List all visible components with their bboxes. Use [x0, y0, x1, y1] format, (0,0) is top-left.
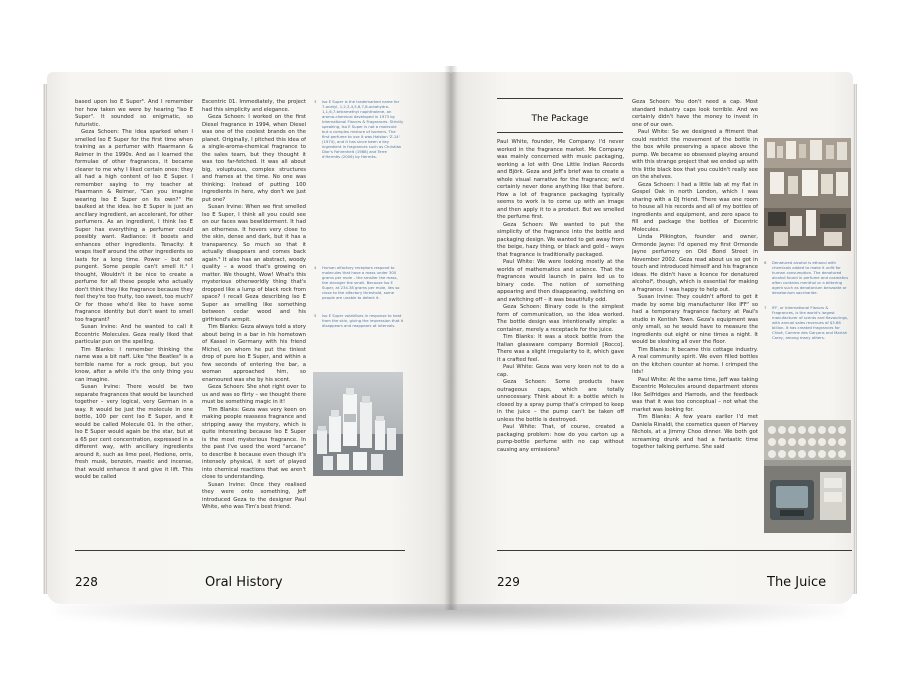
- paragraph: Geza Schoen: I had a little lab at my flat in Gospel Oak in north London, which I was sharing with a DJ friend. There was one room to house all his records and all of my bottles of ingredients and equipment, and zero space to fill and package the bottles of Escentric Molecules.: [632, 181, 758, 233]
- footnote-text: Iso E Super volatilises in response to heat from the skin, giving the impression that it disappears and reappears at intervals.: [322, 313, 404, 328]
- right-footer-rule: [497, 550, 852, 551]
- heading-bottom-rule: [497, 132, 623, 133]
- footnote-number: 7: [764, 305, 767, 310]
- paragraph: Geza Schoen: Some products have outrageous caps, which are totally unnecessary. Think about it: a bottle which is closed by a spray pump that's crimped to keep in the juice – the pump can't be taken off unless the bottle is destroyed.: [497, 379, 624, 423]
- left-column-2: [202, 99, 306, 553]
- left-sidenote-4: [314, 265, 404, 306]
- bottling-equipment-photo: [764, 420, 851, 533]
- paragraph: Paul White: So we designed a fitment that could restrict the movement of the bottle in the box while preserving a space above the pump. We became so obsessed playing around with this strange project that we ended up with this little black box that you couldn't really see on the shelves.: [632, 129, 758, 180]
- paragraph: Susan Irvine: And he wanted to call it Eccentric Molecules. Geza really liked that particular pun on the spelling.: [75, 324, 193, 345]
- right-sidenote-6: [764, 260, 850, 301]
- paragraph: Geza Schoen: You don't need a cap. Most standard industry caps look terrible. And we certainly didn't have the money to invest in one of our own.: [632, 99, 758, 128]
- footnote-text: IFF, or International Flavors & Fragrances, is the world's largest manufacturer of scents and flavourings, with annual sales revenues of $3.66 billion. It has created fragrances for Chloé, Comme des Garçons and Mariah Carey, among many others.: [772, 305, 849, 340]
- paragraph: Tim Blanks: Geza always told a story about being in a bar in his hometown of Kassel in Germany with his friend Michel, on whom he put the tiniest drop of pure Iso E Super, and within a few seconds of entering the bar, a woman approached him, so enamoured was she by his scent.: [202, 324, 306, 383]
- paragraph: Geza Schoen: She shot right over to us and was so flirty – we thought there must be something magic in it!: [202, 384, 306, 405]
- paragraph: Susan Irvine: There would be two separate fragrances that would be launched together – very logical, very German in a way. It would be just the molecule in one bottle, 100 per cent Iso E Super, and it would be called Molecule 01. In the other, Iso E Super would again be the star, but at a 65 per cent concentration, expressed in a different way, with ancillary ingredients around it, such as lime peel, Hedione, orris, fresh musk, benzoin, mastic and incense, that would enhance it and give it lift. This would be called: [75, 384, 193, 480]
- footnote-number: 3: [314, 99, 317, 104]
- paragraph: Geza Schoen: The idea sparked when I smelled Iso E Super for the first time when training as a perfumer with Haarmann & Reimer in the 1990s. And as I learned the formulae of other fragrances, it became clearer to me why I liked certain ones: they all had a high content of Iso E Super. I remember saying to my teacher at Haarmann & Reimer, "Can you imagine wearing Iso E Super on its own?" He baulked at the idea. Iso E Super is just an ancillary ingredient, an accelerant, for other perfumers. As an ingredient, I think Iso E Super has everything a perfumer could possibly want. Radiance: it boosts and enhances other ingredients. Tenacity: it wraps itself around the other ingredients so lasts for a long time. Power – but not pungent. Some people can't smell it.⁴ I thought, Wouldn't it be nice to create a perfume for all these people who actually don't think they like fragrance because they feel they're too fruity, too sweet, too much? Or for those who'd like to have some fragrance identity but don't want to smell too fragrant?: [75, 129, 193, 323]
- left-footer-rule: [75, 550, 405, 551]
- paragraph: Susan Irvine: They couldn't afford to get it made by some big manufacturer like IFF⁷ so had a temporary fragrance factory at Paul's studio in Kentish Town. Geza's equipment was only small, so he would have to measure the ingredients out eight or nine times a night. It would be sloshing all over the floor.: [632, 294, 758, 345]
- page-number-229: 229: [497, 575, 520, 589]
- right-sidenote-7: [764, 305, 850, 346]
- footnote-number: 6: [764, 260, 767, 265]
- studio-bottles-photo: [764, 138, 851, 251]
- paragraph: Paul White, founder, Me Company: I'd never worked in the fragrance market. Me Company was mainly concerned with music packaging, working a lot with One Little Indian Records and Björk. Geza and Jeff's brief was to create a whole visual narrative for the fragrance; we'd certainly never done anything like that before. How a lot of fragrance packaging typically seems to work is to come up with an image and then apply it to a product. But we smelled the perfume first.: [497, 139, 624, 220]
- footnote-text: Human olfactory receptors respond to molecules that have a mass under 300 grams per mole – the smaller the mass, the stronger the smell. Because Iso E Super, at 234.38 grams per mole, lies so close to the olfactory threshold, some people are unable to detect it.: [322, 265, 400, 300]
- paragraph: Tim Blanks: It was a stock bottle from the Italian glassware company Bormioli [Rocco]. There was a slight irregularity to it, which gave it a crafted feel.: [497, 334, 624, 363]
- paragraph: Tim Blanks: It became this cottage industry. A real community spirit. We even filled bottles on the kitchen counter at home. I crimped the lids!: [632, 346, 758, 375]
- footnote-number: 5: [314, 313, 317, 318]
- package-heading: The Package: [531, 114, 589, 124]
- bottles-photo: [313, 372, 403, 476]
- paragraph: Tim Blanks: A few years earlier I'd met Daniela Rinaldi, the cosmetics queen of Harvey Nichols, at a Jimmy Choo dinner. We both got screaming drunk and had a fantastic time together talking perfume. She said: [632, 414, 758, 450]
- paragraph: Tim Blanks: Geza was very keen on making people reassess fragrance and stripping away the mystery, which is quite interesting because Iso E Super is the most mysterious fragrance. In the past I've used the word "arcane" to describe it because even though it's intensely physical, it sort of played into chemical reactions that we aren't close to understanding.: [202, 406, 306, 480]
- left-sidenote-5: [314, 313, 404, 334]
- left-sidenote-3: [314, 99, 404, 165]
- footnote-text: Denatured alcohol is ethanol with chemicals added to make it unfit for human consumption. The denatured alcohol found in perfume and cosmetics often contains menthol or a bittering agent such as denatonium benzoate or denatonium saccharide.: [772, 260, 849, 295]
- paragraph: Linda Pilkington, founder and owner, Ormonde Jayne: I'd opened my first Ormonde Jayne perfumery on Old Bond Street in November 2002. Geza read about us so got in touch and introduced himself and his fragrance ideas. He didn't have a licence for denatured alcohol⁶, though, which is essential for making a fragrance. I was happy to help out.: [632, 234, 758, 293]
- paragraph: Geza Schoen: We wanted to put the simplicity of the fragrance into the bottle and packaging design. We wanted to get away from the beige, hazy thing, or black and gold – ways that fragrance is traditionally packaged.: [497, 221, 624, 258]
- left-column-1: [75, 99, 193, 553]
- paragraph: Paul White: At the same time, Jeff was taking Escentric Molecules around department stores like Selfridges and Harrods, and the feedback was that it was too conceptual – not what the market was looking for.: [632, 376, 758, 413]
- paragraph: Paul White: Geza was very keen not to do a cap.: [497, 364, 624, 378]
- right-column-1: [497, 139, 624, 544]
- page-number-228: 228: [75, 575, 98, 589]
- heading-top-rule: [497, 98, 623, 99]
- paragraph: Geza Schoen: Binary code is the simplest form of communication, so the idea worked. The bottle design was intentionally simple: a container, merely a receptacle for the juice.: [497, 304, 624, 333]
- section-title-oral-history: Oral History: [205, 575, 283, 590]
- section-title-the-juice: The Juice: [767, 575, 827, 590]
- paragraph: based upon Iso E Super³. And I remember her how taken we were by hearing "Iso E Super". It sounded so enigmatic, so futuristic.: [75, 99, 193, 128]
- paragraph: Susan Irvine: Once they realised they were onto something, Jeff introduced Geza to the designer Paul White, who was Tim's best friend.: [202, 481, 306, 510]
- paragraph: Paul White: That, of course, created a packaging problem: how do you carton up a pump-bottle perfume with no cap without causing any emissions?: [497, 424, 624, 453]
- paragraph: Susan Irvine: When we first smelled Iso E Super, I think all you could see on our faces was bewilderment. It had an otherness. It hovers very close to the skin, dense and dark, but it has a transparency. So much so that it actually disappears and comes back again.⁵ It also has an abstract, woody quality – a wood that's growing on matter. We thought, Wow! What's this mysterious otherworldly thing that's dropped like a lump of black rock from space? I recall Geza describing Iso E Super as smelling like something between cedar wood and his girlfriend's armpit.: [202, 204, 306, 323]
- paragraph: Escentric 01. Immediately, the project had this simplicity and elegance.: [202, 99, 306, 113]
- paragraph: Geza Schoen: I worked on the first Diesel fragrance in 1994, when Diesel was one of the coolest brands on the planet. Originally, I pitched this idea of a single-aroma-chemical fragrance to the sales team, but they thought it was too far-fetched. It was all about big, voluptuous, complex structures and frames at the time. No one was thinking: Instead of putting 100 ingredients in here, why don't we just put one?: [202, 114, 306, 203]
- footnote-text: Iso E Super is the trademarked name for 7-acetyl, 1,2,3,4,5,6,7,8-octahydro-1,1,6,7-tetramethyl naphthalene, an aroma-chemical developed in 1973 by International Flavors & Fragrances. Strictly speaking, Iso E Super is not a molecule but a complex mixture of isomers. The first perfume to use it was Halston 'Z-14' (1974), and it has since been a key ingredient in fragrances such as Christian Dior's Fahrenheit (1988) and Terre d'Hermès (2006) by Hermès.: [322, 99, 404, 159]
- book-gutter: [444, 66, 458, 610]
- paragraph: Paul White: We were looking mostly at the worlds of mathematics and science. That the fragrances would launch in pairs led us to binary code. The notion of something appearing and then disappearing, switching on and switching off – it was beautifully odd.: [497, 259, 624, 303]
- paragraph: Tim Blanks: I remember thinking the name was a bit naff. Like "the Beatles" is a terrible name for a rock group, but you know, after a while it's the only thing you can imagine.: [75, 346, 193, 383]
- footnote-number: 4: [314, 265, 317, 270]
- right-column-2: [632, 99, 758, 545]
